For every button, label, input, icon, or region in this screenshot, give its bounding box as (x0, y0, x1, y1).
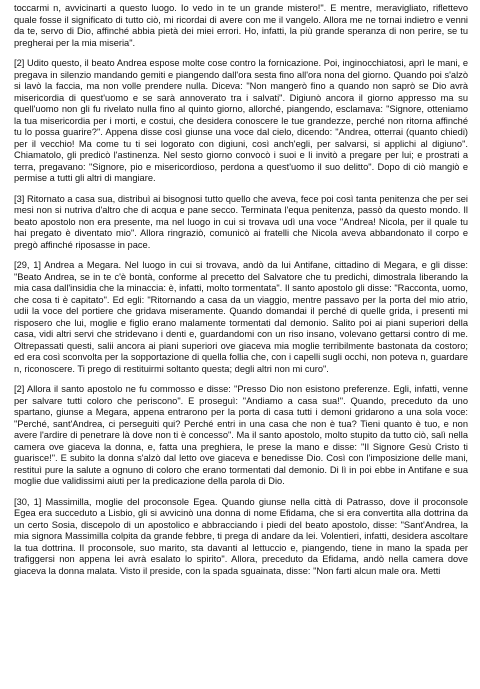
paragraph-2: [2] Udito questo, il beato Andrea espose molte cose contro la fornicazione. Poi, inginocchiatosi, aprì le mani, e pregava in silenzio mandando gemiti e piangendo dall'ora sesta fino all'ora nona del giorno. Quando poi s'alzò si lavò la faccia, ma non volle prendere nulla. Diceva: "Non mangerò fino a quando non saprò se Dio avrà misericordia di quest'uomo e se sarà annoverato tra i salvati". Digiunò ancora il giorno appresso ma su quell'uomo non gli fu rivelato nulla fino al quinto giorno, allorché, piangendo, esclamava: "Signore, otteniamo la tua misericordia per i morti, e costui, che desidera conoscere le tue grandezze, perché non ritorna affinché tu lo possa guarire?". Appena disse così giunse una voce dal cielo, dicendo: "Andrea, otterrai (quanto chiedi) per il vecchio! Ma come tu ti sei logorato con digiuni, così anch'egli, per salvarsi, si applichi al digiuno". Chiamatolo, gli predicò l'astinenza. Nel sesto giorno convocò i suoi e li invitò a pregare per lui; e prostrati a terra, pregavano: "Signore, pio e misericordioso, perdona a quest'uomo il suo delitto". Dopo di ciò mangiò e permise a tutti gli altri di mangiare. (14, 58, 468, 183)
paragraph-3: [3] Ritornato a casa sua, distribuì ai bisognosi tutto quello che aveva, fece poi così tanta penitenza che per sei mesi non si nutriva d'altro che di acqua e pane secco. Terminata l'equa penitenza, passò da questo mondo. Il beato apostolo non era presente, ma nel luogo in cui si trovava udì una voce "Andrea! Nicola, per il quale tu hai pregato è diventato mio". Allora ringraziò, comunicò ai fratelli che Nicola aveva abbandonato il corpo e pregò affinché riposasse in pace. (14, 193, 468, 250)
paragraph-29-1: [29, 1] Andrea a Megara. Nel luogo in cui si trovava, andò da lui Antifane, cittadino di Megara, e gli disse: "Beato Andrea, se in te c'è bontà, conforme al precetto del Salvatore che tu predichi, dimostrala liberando la mia casa dall'insidia che la minaccia: è, infatti, molto tormentata". Il santo apostolo gli disse: "Racconta, uomo, che cosa ti è capitato". Ed egli: "Ritornando a casa da un viaggio, mentre passavo per la porta del mio atrio, udii la voce del portiere che gridava miseramente. Quando domandai il perché di quelle grida, i presenti mi risposero che lui, moglie e figlio erano malamente tormentati dal demonio. Salito poi ai piani superiori della casa, vidi altri servi che stridevano i denti e, guardandomi con un riso insano, volevano gettarsi contro di me. Oltrepassati questi, salii ancora ai piani superiori ove giaceva mia moglie terribilmente bastonata da costoro; ed era così sconvolta per la sopportazione di quella follia che, con i capelli sugli occhi, non poteva n, guardare n, riconoscere. Ti prego di restituirmi soltanto questa; degli altri non mi curo". (14, 260, 468, 374)
paragraph-29-2: [2] Allora il santo apostolo ne fu commosso e disse: "Presso Dio non esistono preferenze. Egli, infatti, venne per salvare tutti coloro che periscono". E proseguì: "Andiamo a casa sua!". Quando, preceduto da uno spartano, giunse a Megara, appena entrarono per la porta di casa tutti i demoni gridarono a una sola voce: "Perché, sant'Andrea, ci perseguiti qui? Perché entri in una casa che non è tua? Tieni quanto è tuo, e non avere l'ardire di penetrare là dove non ti è concesso". Ma il santo apostolo, molto stupito da tutto ciò, salì nella camera ove giaceva la donna, e, fatta una preghiera, le prese la mano e disse: "Il Signore Gesù Cristo ti guarisce!". E subito la donna s'alzò dal letto ove giaceva e benedisse Dio. Così con l'imposizione delle mani, restituì pure la salute a ognuno di coloro che erano tormentati dal demonio. Di lì in poi ebbe in Antifane e sua moglie due validissimi aiuti per la predicazione della parola di Dio. (14, 384, 468, 486)
document-page (14, 3, 468, 577)
paragraph-30-1: [30, 1] Massimilla, moglie del proconsole Egea. Quando giunse nella città di Patrasso, dove il proconsole Egea era succeduto a Lisbio, gli si avvicinò una donna di nome Efidama, che si era convertita alla dottrina da un certo Sosia, discepolo di un apostolico e abbracciando i piedi del beato apostolo, disse: "Sant'Andrea, la mia signora Massimilla colpita da grande febbre, ti prega di andare da lei. Volentieri, infatti, desidera ascoltare la tua dottrina. Il proconsole, suo marito, sta davanti al lettuccio e, piangendo, tiene in mano la spada per trafiggersi non appena lei avrà esalato lo spirito". Allora, preceduto da Efidama, andò nella camera dove giaceva la donna malata. Visto il preside, con la spada sguainata, disse: "Non farti alcun male ora. Metti (14, 496, 468, 576)
paragraph-continuation: toccarmi n, avvicinarti a questo luogo. Io vedo in te un grande mistero!". E mentre, meravigliato, riflettevo quale fosse il significato di tutto ciò, mi ricordai di avere con me il vangelo. Allora me ne tornai indietro e venni da te, servo di Dio, affinché abbia pietà dei miei errori. Ho, infatti, la più grande speranza di non perire, se tu pregherai per la mia miseria". (14, 3, 468, 48)
